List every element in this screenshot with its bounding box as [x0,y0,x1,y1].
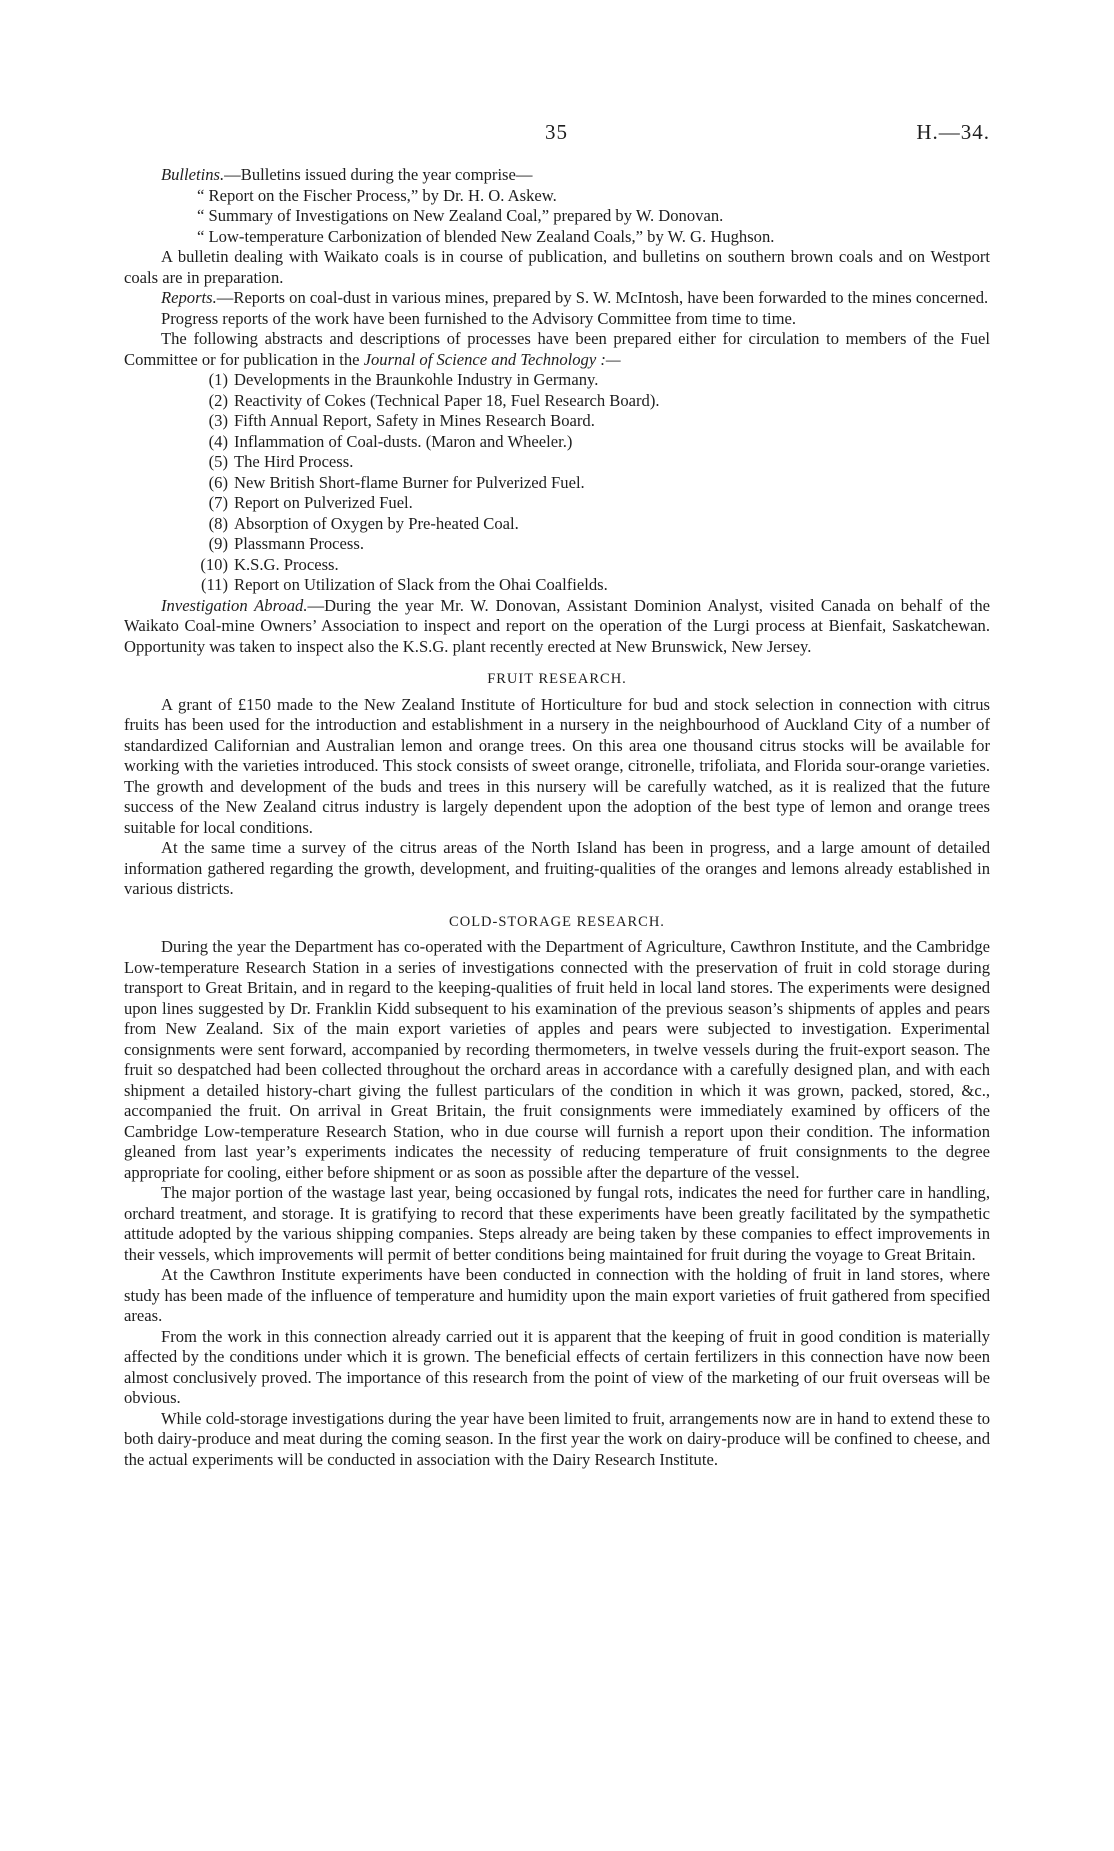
bulletins-note: A bulletin dealing with Waikato coals is in course of publication, and bulletins on southern brown coals and on Westport coals are in preparation. [124,247,990,287]
list-number: (1) [208,370,228,389]
cold-storage-paragraph: During the year the Department has co-operated with the Department of Agriculture, Cawthron Institute, and the Cambridge Low-temperature Research Station in a series of investigations connected with the preservation of fruit in cold storage during transport to Great Britain, and in regard to the keeping-qualities of fruit held in local land stores. The experiments were designed upon lines suggested by Dr. Franklin Kidd subsequent to his examination of the previous season’s shipments of apples and pears from New Zealand. Six of the main export varieties of apples and pears were subjected to investigation. Experimental consignments were sent forward, accompanied by recording thermometers, in twelve vessels during the fruit-export season. The fruit so despatched had been collected throughout the orchard areas in accordance with a carefully designed plan, and with each shipment a detailed history-chart giving the fullest particulars of the condition in which it was grown, packed, stored, &c., accompanied the fruit. On arrival in Great Britain, the fruit consignments were immediately examined by officers of the Cambridge Low-temperature Research Station, who in due course will furnish a report upon their condition. The information gleaned from last year’s experiments indicates the necessity of reducing temperature of fruit consignments to the degree appropriate for cooling, either before shipment or as soon as possible after the departure of the vessel. [124,937,990,1182]
list-number: (2) [208,390,228,410]
bulletins-intro [124,165,990,186]
list-number: (7) [208,493,228,512]
bulletin-item: “ Summary of Investigations on New Zealand Coal,” prepared by W. Donovan. [197,206,724,225]
investigation-paragraph [124,596,990,658]
list-text: Inflammation of Coal-dusts. (Maron and Wheeler.) [234,431,573,451]
page-header [0,120,1114,150]
list-number: (9) [208,534,228,553]
bulletins-label: Bulletins. [161,165,225,184]
page-body [124,165,990,1470]
list-item [124,514,990,535]
list-text: Report on Pulverized Fuel. [234,493,413,512]
abstracts-intro [124,329,990,370]
list-item [124,370,990,391]
list-text: Fifth Annual Report, Safety in Mines Research Board. [234,411,595,430]
list-item [124,555,990,576]
list-item [124,534,990,555]
list-number: (6) [208,472,228,492]
list-number: (11) [200,575,228,594]
list-item [124,493,990,514]
cold-storage-paragraph: While cold-storage investigations during the year have been limited to fruit, arrangements now are in hand to extend these to both dairy-produce and meat during the coming season. In the first year the work on dairy-produce will be confined to cheese, and the actual experiments will be conducted in association with the Dairy Research Institute. [124,1408,990,1469]
fruit-research-heading: FRUIT RESEARCH. [487,671,627,687]
list-number: (10) [200,554,228,574]
list-text: The Hird Process. [234,452,354,471]
fruit-paragraph: At the same time a survey of the citrus areas of the North Island has been in progress, and a large amount of detailed information gathered regarding the growth, development, and fruiting-qualities of the oranges and lemons already established in various districts. [124,838,990,898]
cold-storage-paragraph: The major portion of the wastage last year, being occasioned by fungal rots, indicates the need for further care in handling, orchard treatment, and storage. It is gratifying to record that these experiments have been greatly facilitated by the sympathetic attitude adopted by the various shipping companies. Steps already are being taken by these companies to effect improvements in their vessels, which improvements will permit of better conditions being maintained for fruit during the voyage to Great Britain. [124,1183,990,1264]
list-text: Developments in the Braunkohle Industry in Germany. [234,370,599,389]
reports-paragraph [124,288,990,309]
bulletin-item: “ Report on the Fischer Process,” by Dr. H. O. Askew. [197,185,557,205]
list-item [124,575,990,596]
list-item [124,473,990,494]
investigation-label: Investigation Abroad. [161,595,308,615]
list-item [124,432,990,453]
list-text: K.S.G. Process. [234,554,339,574]
bulletins-intro-text: —Bulletins issued during the year comprise— [224,165,533,184]
list-text: Plassmann Process. [234,534,364,553]
bulletin-item: “ Low-temperature Carbonization of blended New Zealand Coals,” by W. G. Hughson. [197,226,775,246]
journal-title: Journal of Science and Technology :— [363,349,621,369]
list-text: Absorption of Oxygen by Pre-heated Coal. [234,513,519,533]
cold-storage-paragraph: At the Cawthron Institute experiments have been conducted in connection with the holding of fruit in land stores, where study has been made of the influence of temperature and humidity upon the main export varieties of fruit gathered from specified areas. [124,1265,990,1325]
abstracts-list [124,370,990,596]
list-number: (5) [208,452,228,471]
fruit-paragraph: A grant of £150 made to the New Zealand Institute of Horticulture for bud and stock selection in connection with citrus fruits has been used for the introduction and establishment in a nursery in the neighbourhood of Auckland City of a number of standardized Californian and Australian lemon and orange trees. On this area one thousand citrus stocks will be available for working with the varieties introduced. This stock consists of sweet orange, citronelle, trifoliata, and Florida sour-orange varieties. The growth and development of the buds and trees in this nursery will be carefully watched, as it is realized that the future success of the New Zealand citrus industry is largely dependent upon the adoption of the best type of lemon and orange trees suitable for local conditions. [124,694,990,837]
progress-paragraph: Progress reports of the work have been furnished to the Advisory Committee from time to time. [161,308,797,328]
abstracts-intro-text: The following abstracts and descriptions of processes have been prepared either for circulation to members of the Fuel Committee or for publication in the [124,329,990,369]
cold-storage-paragraph: From the work in this connection already carried out it is apparent that the keeping of fruit in good condition is materially affected by the conditions under which it is grown. The beneficial effects of certain fertilizers in this connection have now been almost conclusively proved. The importance of this research from the point of view of the marketing of our fruit overseas will be obvious. [124,1326,990,1407]
list-text: Reactivity of Cokes (Technical Paper 18, Fuel Research Board). [234,390,660,410]
list-number: (8) [208,513,228,533]
investigation-text: —During the year Mr. W. Donovan, Assistant Dominion Analyst, visited Canada on behalf of the Waikato Coal-mine Owners’ Association to inspect and report on the operation of the Lurgi process at Bienfait, Saskatchewan. Opportunity was taken to inspect also the K.S.G. plant recently erected at New Brunswick, New Jersey. [124,595,990,656]
cold-storage-heading: COLD-STORAGE RESEARCH. [449,913,665,930]
reports-label: Reports. [161,288,217,307]
list-text: Report on Utilization of Slack from the Ohai Coalfields. [234,575,608,594]
list-item [124,452,990,473]
list-number: (3) [208,411,228,430]
reports-text: —Reports on coal-dust in various mines, prepared by S. W. McIntosh, have been forwarded to the mines concerned. [216,288,989,307]
list-number: (4) [208,431,228,451]
list-item [124,391,990,412]
list-text: New British Short-flame Burner for Pulverized Fuel. [234,472,585,492]
page-number: 35 [545,120,568,144]
document-reference: H.—34. [916,120,990,144]
list-item [124,411,990,432]
